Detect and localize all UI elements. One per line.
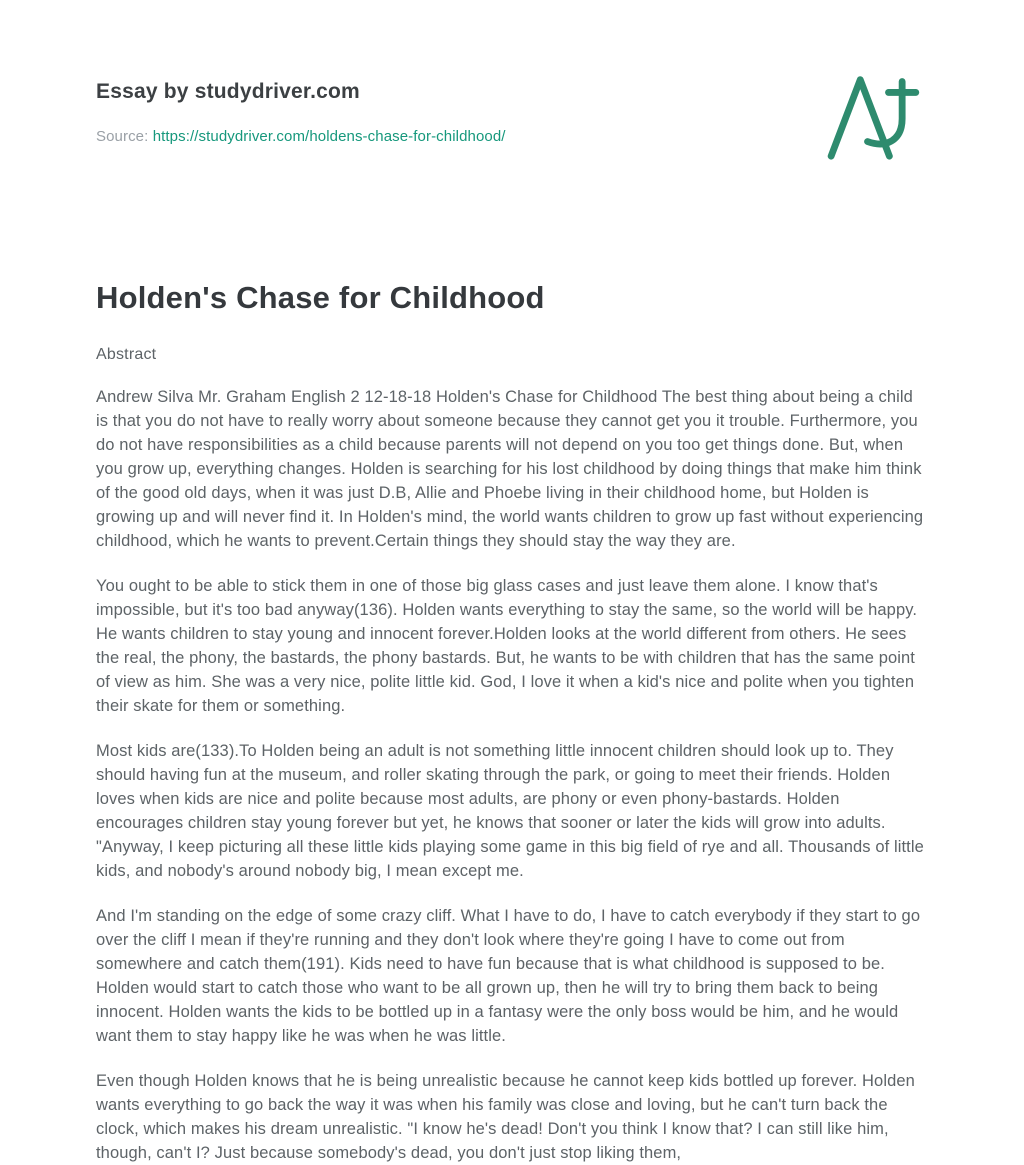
page-header — [96, 78, 928, 164]
abstract-label: Abstract — [96, 346, 157, 363]
essay-paragraph: Most kids are(133).To Holden being an adult is not something little innocent children should look up to. They should having fun at the museum, and roller skating through the park, or going to meet their friends. Holden loves when kids are nice and polite because most adults, are phony or even phony-bastards. Holden encourages children stay young forever but yet, he knows that sooner or later the kids will grow into adults. "Anyway, I keep picturing all these little kids playing some game in this big field of rye and all. Thousands of little kids, and nobody's around nobody big, I mean except me. — [96, 742, 924, 880]
studydriver-logo-icon — [822, 70, 924, 164]
essay-body — [96, 385, 928, 1165]
header-text-block — [96, 78, 506, 145]
essay-paragraph: And I'm standing on the edge of some crazy cliff. What I have to do, I have to catch everybody if they start to go over the cliff I mean if they're running and they don't look where they're going I have to come out from somewhere and catch them(191). Kids need to have fun because that is what childhood is supposed to be. Holden would start to catch those who want to be all grown up, then he will try to bring them back to being innocent. Holden wants the kids to be bottled up in a fantasy were the only boss would be him, and he would want them to stay happy like he was when he was little. — [96, 907, 921, 1045]
essay-paragraph: You ought to be able to stick them in one of those big glass cases and just leave them alone. I know that's impossible, but it's too bad anyway(136). Holden wants everything to stay the same, so the world will be happy. He wants children to stay young and innocent forever.Holden looks at the world different from others. He sees the real, the phony, the bastards, the phony bastards. But, he wants to be with children that has the same point of view as him. She was a very nice, polite little kid. God, I love it when a kid's nice and polite when you tighten their skate for them or something. — [96, 577, 918, 715]
source-label: Source: — [96, 128, 149, 145]
source-line — [96, 128, 506, 145]
source-url-link[interactable]: https://studydriver.com/holdens-chase-for-childhood/ — [152, 128, 506, 145]
site-title: Essay by studydriver.com — [96, 80, 360, 103]
essay-paragraph: Andrew Silva Mr. Graham English 2 12-18-18 Holden's Chase for Childhood The best thing about being a child is that you do not have to really worry about someone because they cannot get you it trouble. Furthermore, you do not have responsibilities as a child because parents will not depend on you too get things done. But, when you grow up, everything changes. Holden is searching for his lost childhood by doing things that make him think of the good old days, when it was just D.B, Allie and Phoebe living in their childhood home, but Holden is growing up and will never find it. In Holden's mind, the world wants children to grow up fast without experiencing childhood, which he wants to prevent.Certain things they should stay the way they are. — [96, 388, 924, 550]
essay-paragraph: Even though Holden knows that he is being unrealistic because he cannot keep kids bottled up forever. Holden wants everything to go back the way it was when his family was close and loving, but he can't turn back the clock, which makes his dream unrealistic. "I know he's dead! Don't you think I know that? I can still like him, though, can't I? Just because somebody's dead, you don't just stop liking them, — [96, 1072, 915, 1162]
document-title: Holden's Chase for Childhood — [96, 280, 545, 315]
